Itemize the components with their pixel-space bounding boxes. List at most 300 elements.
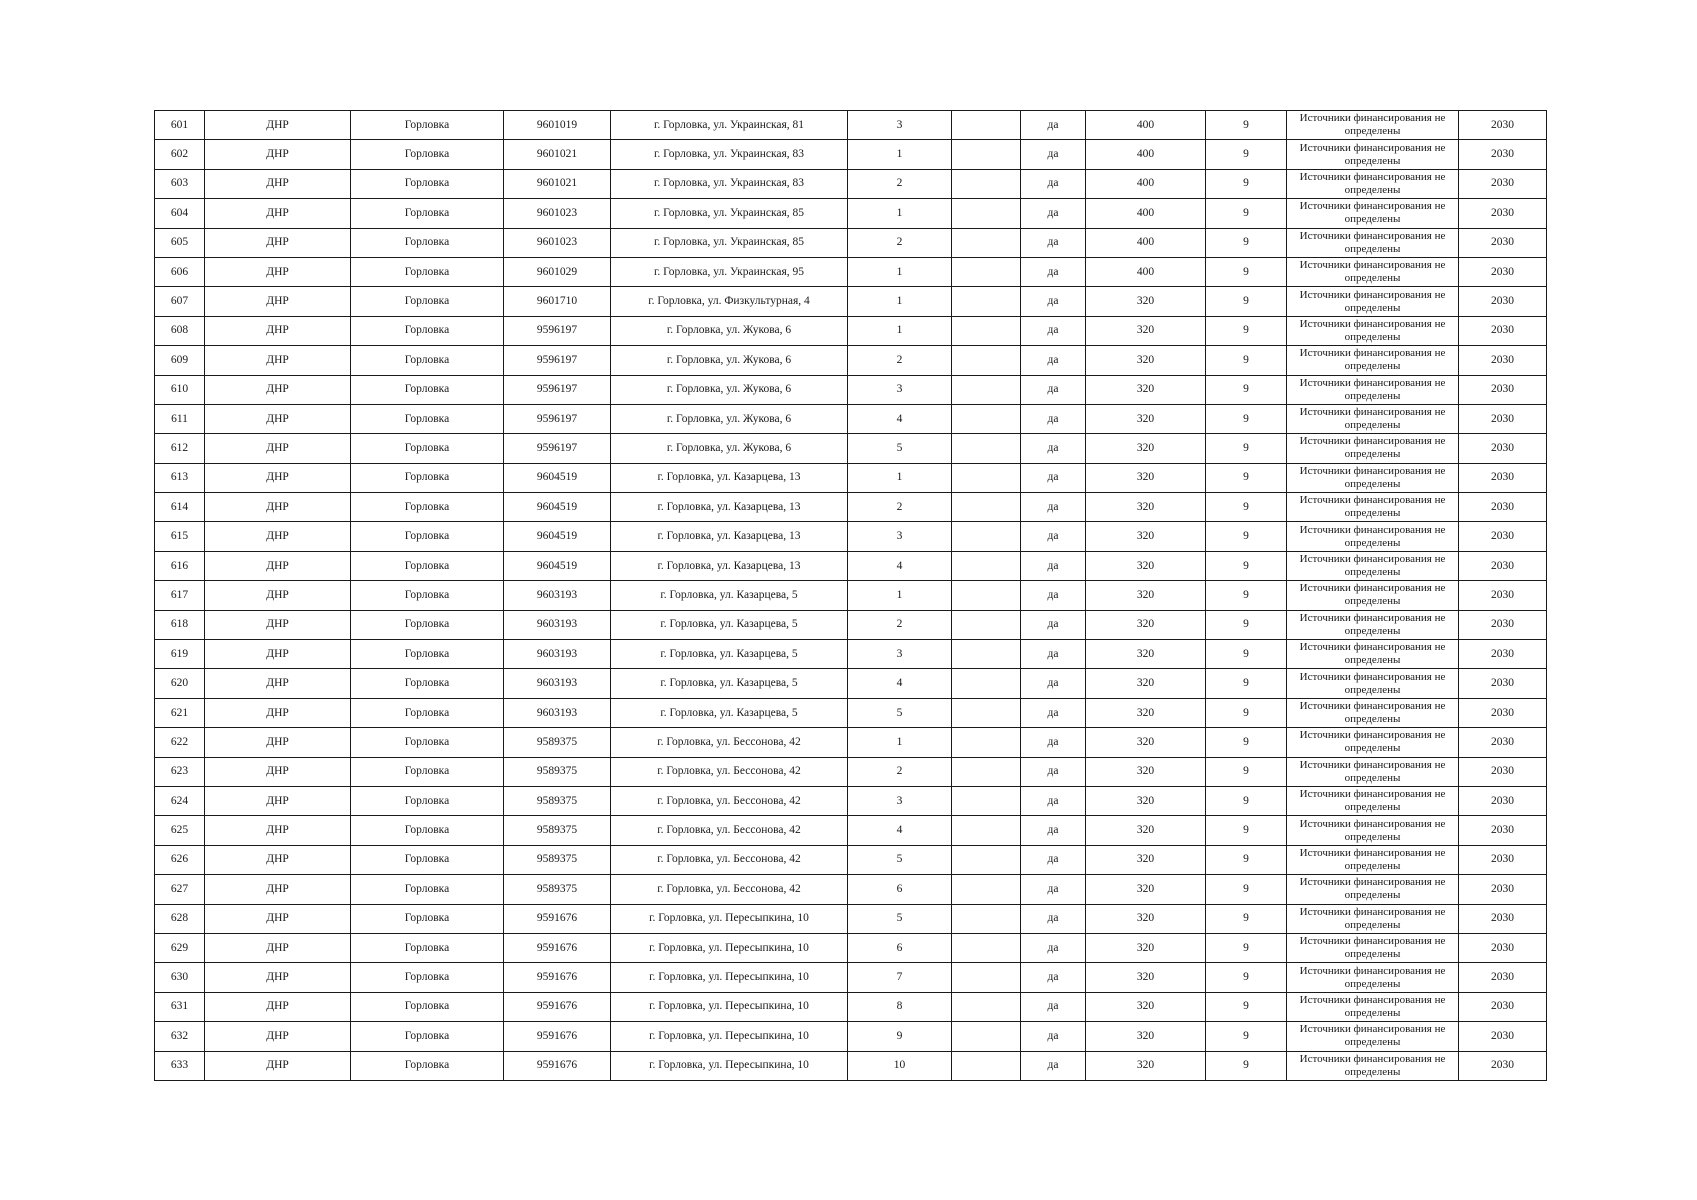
empty-cell: [952, 640, 1021, 669]
building-id-cell: 9601021: [504, 140, 611, 169]
entrance-cell: 1: [848, 257, 952, 286]
city-cell: Горловка: [351, 933, 504, 962]
empty-cell: [952, 493, 1021, 522]
address-cell: г. Горловка, ул. Казарцева, 5: [611, 640, 848, 669]
building-id-cell: 9596197: [504, 404, 611, 433]
city-cell: Горловка: [351, 875, 504, 904]
entrance-cell: 10: [848, 1051, 952, 1080]
empty-cell: [952, 375, 1021, 404]
empty-cell: [952, 287, 1021, 316]
region-cell: ДНР: [205, 581, 351, 610]
year-cell: 2030: [1459, 816, 1547, 845]
region-cell: ДНР: [205, 1051, 351, 1080]
row-number-cell: 610: [155, 375, 205, 404]
building-id-cell: 9589375: [504, 786, 611, 815]
flag-cell: да: [1021, 375, 1086, 404]
empty-cell: [952, 669, 1021, 698]
table-row: [155, 698, 1547, 727]
funding-source-cell: Источники финансирования не определены: [1287, 140, 1459, 169]
building-id-cell: 9601023: [504, 199, 611, 228]
floors-cell: 9: [1206, 581, 1287, 610]
table-row: [155, 581, 1547, 610]
empty-cell: [952, 140, 1021, 169]
row-number-cell: 602: [155, 140, 205, 169]
table-row: [155, 199, 1547, 228]
city-cell: Горловка: [351, 493, 504, 522]
year-cell: 2030: [1459, 111, 1547, 140]
entrance-cell: 1: [848, 316, 952, 345]
floors-cell: 9: [1206, 845, 1287, 874]
entrance-cell: 2: [848, 228, 952, 257]
row-number-cell: 629: [155, 933, 205, 962]
region-cell: ДНР: [205, 287, 351, 316]
table-row: [155, 933, 1547, 962]
empty-cell: [952, 963, 1021, 992]
capacity-cell: 320: [1086, 581, 1206, 610]
year-cell: 2030: [1459, 904, 1547, 933]
funding-source-cell: Источники финансирования не определены: [1287, 640, 1459, 669]
building-id-cell: 9604519: [504, 493, 611, 522]
entrance-cell: 4: [848, 816, 952, 845]
floors-cell: 9: [1206, 610, 1287, 639]
row-number-cell: 601: [155, 111, 205, 140]
empty-cell: [952, 1051, 1021, 1080]
table-row: [155, 522, 1547, 551]
data-table: [154, 110, 1547, 1081]
region-cell: ДНР: [205, 169, 351, 198]
building-id-cell: 9603193: [504, 669, 611, 698]
city-cell: Горловка: [351, 904, 504, 933]
floors-cell: 9: [1206, 963, 1287, 992]
capacity-cell: 320: [1086, 992, 1206, 1021]
year-cell: 2030: [1459, 287, 1547, 316]
capacity-cell: 320: [1086, 551, 1206, 580]
building-id-cell: 9589375: [504, 875, 611, 904]
region-cell: ДНР: [205, 111, 351, 140]
building-id-cell: 9604519: [504, 551, 611, 580]
entrance-cell: 2: [848, 757, 952, 786]
table-row: [155, 875, 1547, 904]
row-number-cell: 616: [155, 551, 205, 580]
floors-cell: 9: [1206, 375, 1287, 404]
funding-source-cell: Источники финансирования не определены: [1287, 816, 1459, 845]
table-row: [155, 434, 1547, 463]
floors-cell: 9: [1206, 140, 1287, 169]
building-id-cell: 9589375: [504, 816, 611, 845]
region-cell: ДНР: [205, 904, 351, 933]
flag-cell: да: [1021, 140, 1086, 169]
year-cell: 2030: [1459, 992, 1547, 1021]
region-cell: ДНР: [205, 493, 351, 522]
city-cell: Горловка: [351, 404, 504, 433]
funding-source-cell: Источники финансирования не определены: [1287, 845, 1459, 874]
floors-cell: 9: [1206, 875, 1287, 904]
entrance-cell: 4: [848, 404, 952, 433]
capacity-cell: 320: [1086, 728, 1206, 757]
empty-cell: [952, 111, 1021, 140]
entrance-cell: 3: [848, 786, 952, 815]
building-id-cell: 9591676: [504, 1022, 611, 1051]
row-number-cell: 631: [155, 992, 205, 1021]
funding-source-cell: Источники финансирования не определены: [1287, 786, 1459, 815]
year-cell: 2030: [1459, 581, 1547, 610]
row-number-cell: 608: [155, 316, 205, 345]
flag-cell: да: [1021, 463, 1086, 492]
year-cell: 2030: [1459, 346, 1547, 375]
floors-cell: 9: [1206, 169, 1287, 198]
entrance-cell: 1: [848, 581, 952, 610]
flag-cell: да: [1021, 992, 1086, 1021]
row-number-cell: 604: [155, 199, 205, 228]
table-row: [155, 228, 1547, 257]
table-row: [155, 963, 1547, 992]
capacity-cell: 320: [1086, 757, 1206, 786]
year-cell: 2030: [1459, 551, 1547, 580]
empty-cell: [952, 757, 1021, 786]
flag-cell: да: [1021, 610, 1086, 639]
funding-source-cell: Источники финансирования не определены: [1287, 199, 1459, 228]
year-cell: 2030: [1459, 698, 1547, 727]
flag-cell: да: [1021, 669, 1086, 698]
empty-cell: [952, 992, 1021, 1021]
empty-cell: [952, 581, 1021, 610]
table-row: [155, 404, 1547, 433]
address-cell: г. Горловка, ул. Жукова, 6: [611, 346, 848, 375]
building-id-cell: 9596197: [504, 346, 611, 375]
year-cell: 2030: [1459, 463, 1547, 492]
funding-source-cell: Источники финансирования не определены: [1287, 404, 1459, 433]
row-number-cell: 633: [155, 1051, 205, 1080]
empty-cell: [952, 698, 1021, 727]
flag-cell: да: [1021, 786, 1086, 815]
row-number-cell: 623: [155, 757, 205, 786]
region-cell: ДНР: [205, 669, 351, 698]
year-cell: 2030: [1459, 375, 1547, 404]
building-id-cell: 9601021: [504, 169, 611, 198]
address-cell: г. Горловка, ул. Пересыпкина, 10: [611, 1022, 848, 1051]
flag-cell: да: [1021, 257, 1086, 286]
capacity-cell: 320: [1086, 434, 1206, 463]
entrance-cell: 7: [848, 963, 952, 992]
capacity-cell: 320: [1086, 493, 1206, 522]
address-cell: г. Горловка, ул. Казарцева, 13: [611, 463, 848, 492]
funding-source-cell: Источники финансирования не определены: [1287, 992, 1459, 1021]
table-row: [155, 669, 1547, 698]
row-number-cell: 621: [155, 698, 205, 727]
city-cell: Горловка: [351, 640, 504, 669]
entrance-cell: 1: [848, 140, 952, 169]
year-cell: 2030: [1459, 169, 1547, 198]
building-id-cell: 9596197: [504, 375, 611, 404]
capacity-cell: 320: [1086, 786, 1206, 815]
capacity-cell: 320: [1086, 640, 1206, 669]
flag-cell: да: [1021, 316, 1086, 345]
year-cell: 2030: [1459, 140, 1547, 169]
entrance-cell: 6: [848, 933, 952, 962]
row-number-cell: 628: [155, 904, 205, 933]
table-row: [155, 904, 1547, 933]
flag-cell: да: [1021, 904, 1086, 933]
city-cell: Горловка: [351, 845, 504, 874]
entrance-cell: 1: [848, 463, 952, 492]
capacity-cell: 320: [1086, 1022, 1206, 1051]
empty-cell: [952, 463, 1021, 492]
flag-cell: да: [1021, 287, 1086, 316]
building-id-cell: 9589375: [504, 845, 611, 874]
building-id-cell: 9603193: [504, 610, 611, 639]
entrance-cell: 4: [848, 551, 952, 580]
region-cell: ДНР: [205, 316, 351, 345]
address-cell: г. Горловка, ул. Украинская, 85: [611, 199, 848, 228]
year-cell: 2030: [1459, 728, 1547, 757]
address-cell: г. Горловка, ул. Пересыпкина, 10: [611, 933, 848, 962]
empty-cell: [952, 346, 1021, 375]
flag-cell: да: [1021, 111, 1086, 140]
flag-cell: да: [1021, 346, 1086, 375]
address-cell: г. Горловка, ул. Жукова, 6: [611, 375, 848, 404]
row-number-cell: 615: [155, 522, 205, 551]
funding-source-cell: Источники финансирования не определены: [1287, 228, 1459, 257]
region-cell: ДНР: [205, 845, 351, 874]
year-cell: 2030: [1459, 757, 1547, 786]
building-id-cell: 9591676: [504, 992, 611, 1021]
region-cell: ДНР: [205, 875, 351, 904]
capacity-cell: 320: [1086, 404, 1206, 433]
region-cell: ДНР: [205, 786, 351, 815]
row-number-cell: 609: [155, 346, 205, 375]
address-cell: г. Горловка, ул. Пересыпкина, 10: [611, 904, 848, 933]
capacity-cell: 320: [1086, 610, 1206, 639]
region-cell: ДНР: [205, 610, 351, 639]
table-row: [155, 257, 1547, 286]
address-cell: г. Горловка, ул. Казарцева, 5: [611, 581, 848, 610]
funding-source-cell: Источники финансирования не определены: [1287, 698, 1459, 727]
flag-cell: да: [1021, 698, 1086, 727]
address-cell: г. Горловка, ул. Украинская, 83: [611, 140, 848, 169]
city-cell: Горловка: [351, 963, 504, 992]
flag-cell: да: [1021, 404, 1086, 433]
funding-source-cell: Источники финансирования не определены: [1287, 111, 1459, 140]
year-cell: 2030: [1459, 610, 1547, 639]
city-cell: Горловка: [351, 698, 504, 727]
capacity-cell: 320: [1086, 816, 1206, 845]
flag-cell: да: [1021, 434, 1086, 463]
entrance-cell: 2: [848, 169, 952, 198]
funding-source-cell: Источники финансирования не определены: [1287, 1051, 1459, 1080]
region-cell: ДНР: [205, 933, 351, 962]
empty-cell: [952, 522, 1021, 551]
capacity-cell: 400: [1086, 228, 1206, 257]
empty-cell: [952, 316, 1021, 345]
capacity-cell: 320: [1086, 904, 1206, 933]
entrance-cell: 1: [848, 287, 952, 316]
table-row: [155, 493, 1547, 522]
table-row: [155, 375, 1547, 404]
row-number-cell: 627: [155, 875, 205, 904]
entrance-cell: 5: [848, 904, 952, 933]
row-number-cell: 614: [155, 493, 205, 522]
year-cell: 2030: [1459, 1051, 1547, 1080]
capacity-cell: 320: [1086, 375, 1206, 404]
floors-cell: 9: [1206, 933, 1287, 962]
entrance-cell: 3: [848, 375, 952, 404]
capacity-cell: 320: [1086, 1051, 1206, 1080]
row-number-cell: 617: [155, 581, 205, 610]
capacity-cell: 320: [1086, 669, 1206, 698]
city-cell: Горловка: [351, 551, 504, 580]
region-cell: ДНР: [205, 404, 351, 433]
year-cell: 2030: [1459, 434, 1547, 463]
address-cell: г. Горловка, ул. Казарцева, 5: [611, 669, 848, 698]
floors-cell: 9: [1206, 257, 1287, 286]
funding-source-cell: Источники финансирования не определены: [1287, 581, 1459, 610]
row-number-cell: 606: [155, 257, 205, 286]
entrance-cell: 2: [848, 493, 952, 522]
capacity-cell: 320: [1086, 522, 1206, 551]
capacity-cell: 320: [1086, 698, 1206, 727]
address-cell: г. Горловка, ул. Жукова, 6: [611, 434, 848, 463]
city-cell: Горловка: [351, 346, 504, 375]
building-id-cell: 9601023: [504, 228, 611, 257]
building-id-cell: 9601019: [504, 111, 611, 140]
floors-cell: 9: [1206, 816, 1287, 845]
city-cell: Горловка: [351, 669, 504, 698]
flag-cell: да: [1021, 1022, 1086, 1051]
empty-cell: [952, 257, 1021, 286]
address-cell: г. Горловка, ул. Жукова, 6: [611, 404, 848, 433]
table-row: [155, 551, 1547, 580]
entrance-cell: 2: [848, 346, 952, 375]
empty-cell: [952, 610, 1021, 639]
funding-source-cell: Источники финансирования не определены: [1287, 346, 1459, 375]
table-row: [155, 346, 1547, 375]
year-cell: 2030: [1459, 669, 1547, 698]
building-id-cell: 9591676: [504, 1051, 611, 1080]
funding-source-cell: Источники финансирования не определены: [1287, 463, 1459, 492]
city-cell: Горловка: [351, 581, 504, 610]
empty-cell: [952, 816, 1021, 845]
row-number-cell: 612: [155, 434, 205, 463]
funding-source-cell: Источники финансирования не определены: [1287, 257, 1459, 286]
row-number-cell: 618: [155, 610, 205, 639]
flag-cell: да: [1021, 757, 1086, 786]
floors-cell: 9: [1206, 493, 1287, 522]
building-id-cell: 9596197: [504, 434, 611, 463]
row-number-cell: 605: [155, 228, 205, 257]
capacity-cell: 400: [1086, 169, 1206, 198]
funding-source-cell: Источники финансирования не определены: [1287, 875, 1459, 904]
table-row: [155, 610, 1547, 639]
floors-cell: 9: [1206, 551, 1287, 580]
city-cell: Горловка: [351, 522, 504, 551]
capacity-cell: 320: [1086, 287, 1206, 316]
entrance-cell: 5: [848, 434, 952, 463]
flag-cell: да: [1021, 640, 1086, 669]
flag-cell: да: [1021, 228, 1086, 257]
city-cell: Горловка: [351, 610, 504, 639]
entrance-cell: 3: [848, 640, 952, 669]
year-cell: 2030: [1459, 199, 1547, 228]
funding-source-cell: Источники финансирования не определены: [1287, 375, 1459, 404]
table-row: [155, 1022, 1547, 1051]
city-cell: Горловка: [351, 1051, 504, 1080]
address-cell: г. Горловка, ул. Казарцева, 13: [611, 493, 848, 522]
building-id-cell: 9604519: [504, 463, 611, 492]
address-cell: г. Горловка, ул. Казарцева, 5: [611, 610, 848, 639]
empty-cell: [952, 933, 1021, 962]
flag-cell: да: [1021, 169, 1086, 198]
flag-cell: да: [1021, 1051, 1086, 1080]
empty-cell: [952, 404, 1021, 433]
building-id-cell: 9603193: [504, 640, 611, 669]
city-cell: Горловка: [351, 169, 504, 198]
address-cell: г. Горловка, ул. Бессонова, 42: [611, 757, 848, 786]
floors-cell: 9: [1206, 1051, 1287, 1080]
empty-cell: [952, 875, 1021, 904]
city-cell: Горловка: [351, 757, 504, 786]
city-cell: Горловка: [351, 287, 504, 316]
funding-source-cell: Источники финансирования не определены: [1287, 963, 1459, 992]
flag-cell: да: [1021, 581, 1086, 610]
table-body: [155, 111, 1547, 1081]
funding-source-cell: Источники финансирования не определены: [1287, 904, 1459, 933]
empty-cell: [952, 551, 1021, 580]
funding-source-cell: Источники финансирования не определены: [1287, 493, 1459, 522]
address-cell: г. Горловка, ул. Казарцева, 13: [611, 551, 848, 580]
funding-source-cell: Источники финансирования не определены: [1287, 728, 1459, 757]
empty-cell: [952, 1022, 1021, 1051]
city-cell: Горловка: [351, 728, 504, 757]
floors-cell: 9: [1206, 287, 1287, 316]
city-cell: Горловка: [351, 199, 504, 228]
year-cell: 2030: [1459, 786, 1547, 815]
floors-cell: 9: [1206, 669, 1287, 698]
floors-cell: 9: [1206, 728, 1287, 757]
capacity-cell: 320: [1086, 845, 1206, 874]
funding-source-cell: Источники финансирования не определены: [1287, 434, 1459, 463]
address-cell: г. Горловка, ул. Украинская, 85: [611, 228, 848, 257]
flag-cell: да: [1021, 845, 1086, 874]
row-number-cell: 620: [155, 669, 205, 698]
year-cell: 2030: [1459, 522, 1547, 551]
address-cell: г. Горловка, ул. Украинская, 95: [611, 257, 848, 286]
flag-cell: да: [1021, 933, 1086, 962]
building-id-cell: 9591676: [504, 933, 611, 962]
row-number-cell: 624: [155, 786, 205, 815]
funding-source-cell: Источники финансирования не определены: [1287, 169, 1459, 198]
address-cell: г. Горловка, ул. Бессонова, 42: [611, 816, 848, 845]
entrance-cell: 1: [848, 199, 952, 228]
floors-cell: 9: [1206, 404, 1287, 433]
address-cell: г. Горловка, ул. Жукова, 6: [611, 316, 848, 345]
table-row: [155, 816, 1547, 845]
floors-cell: 9: [1206, 757, 1287, 786]
city-cell: Горловка: [351, 992, 504, 1021]
table-row: [155, 640, 1547, 669]
floors-cell: 9: [1206, 698, 1287, 727]
building-id-cell: 9603193: [504, 698, 611, 727]
row-number-cell: 625: [155, 816, 205, 845]
row-number-cell: 622: [155, 728, 205, 757]
building-id-cell: 9596197: [504, 316, 611, 345]
table-row: [155, 786, 1547, 815]
entrance-cell: 9: [848, 1022, 952, 1051]
building-id-cell: 9591676: [504, 963, 611, 992]
address-cell: г. Горловка, ул. Казарцева, 13: [611, 522, 848, 551]
funding-source-cell: Источники финансирования не определены: [1287, 316, 1459, 345]
region-cell: ДНР: [205, 434, 351, 463]
region-cell: ДНР: [205, 816, 351, 845]
